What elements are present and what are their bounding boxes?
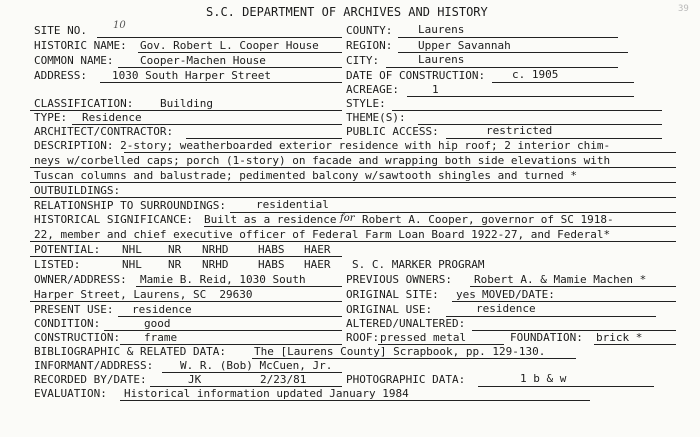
recorded-initials: JK [188, 373, 202, 386]
significance-handwritten-for: for [340, 213, 355, 224]
region-label: REGION: [346, 39, 393, 52]
significance-line-1-start: Built as a residence [204, 213, 337, 226]
address-value: 1030 South Harper Street [112, 69, 271, 82]
historic-name-underline [138, 52, 342, 53]
significance-label: HISTORICAL SIGNIFICANCE: [34, 213, 193, 226]
description-underline-3 [30, 182, 676, 183]
potential-code-nrhd: NRHD [202, 243, 229, 256]
significance-underline-2 [30, 241, 676, 242]
roof-value: pressed metal [380, 331, 467, 344]
county-label: COUNTY: [346, 24, 393, 37]
city-value: Laurens [418, 53, 465, 66]
listed-code-nrhd: NRHD [202, 258, 229, 271]
site-no-value: 10 [113, 20, 126, 31]
previous-owners-underline [470, 286, 676, 287]
previous-owners-label: PREVIOUS OWNERS: [346, 273, 452, 286]
listed-code-nr: NR [168, 258, 182, 271]
date-construction-value: c. 1905 [512, 68, 559, 81]
type-value: Residence [82, 111, 142, 124]
public-access-label: PUBLIC ACCESS: [346, 125, 439, 138]
construction-value: frame [144, 331, 178, 344]
classification-underline [30, 110, 342, 111]
present-use-value: residence [132, 303, 192, 316]
description-underline-1 [124, 152, 676, 153]
historic-name-value: Gov. Robert L. Cooper House [140, 39, 319, 52]
moved-date-label: MOVED/DATE: [482, 288, 555, 301]
significance-line-2: 22, member and chief executive officer of Federal Farm Loan Board 1922-27, and Federal* [34, 228, 611, 241]
potential-code-nhl: NHL [122, 243, 142, 256]
common-name-underline [118, 67, 342, 68]
site-no-underline [97, 37, 342, 38]
owner-line-2: Harper Street, Laurens, SC 29630 [34, 288, 253, 301]
relationship-label: RELATIONSHIP TO SURROUNDINGS: [34, 199, 227, 212]
acreage-label: ACREAGE: [346, 83, 399, 96]
photographic-underline [478, 386, 654, 387]
informant-value: W. R. (Bob) McCuen, Jr. [180, 359, 333, 372]
county-value: Laurens [418, 23, 465, 36]
acreage-value: 1 [432, 83, 439, 96]
marker-program-label: S. C. MARKER PROGRAM [352, 258, 485, 271]
city-underline [386, 67, 618, 68]
potential-code-haer: HAER [304, 243, 331, 256]
style-label: STYLE: [346, 97, 386, 110]
owner-label: OWNER/ADDRESS: [34, 273, 127, 286]
historic-name-label: HISTORIC NAME: [34, 39, 127, 52]
date-construction-label: DATE OF CONSTRUCTION: [346, 69, 486, 82]
city-label: CITY: [346, 54, 380, 67]
construction-label: CONSTRUCTION: [34, 331, 121, 344]
foundation-underline [594, 344, 676, 345]
original-site-label: ORIGINAL SITE: [346, 288, 439, 301]
original-site-value: yes [456, 288, 476, 301]
owner-line-1: Mamie B. Reid, 1030 South [140, 273, 306, 286]
date-construction-underline [492, 82, 634, 83]
common-name-value: Cooper-Machen House [140, 54, 266, 67]
owner-underline-1 [136, 286, 342, 287]
significance-line-1-end: Robert A. Cooper, governor of SC 1918- [362, 213, 614, 226]
owner-underline-2 [30, 301, 342, 302]
present-use-label: PRESENT USE: [34, 303, 114, 316]
potential-code-habs: HABS [258, 243, 285, 256]
common-name-label: COMMON NAME: [34, 54, 114, 67]
address-label: ADDRESS: [34, 69, 87, 82]
outbuildings-underline [30, 197, 676, 198]
listed-label: LISTED: [34, 258, 81, 271]
description-line-2: neys w/corbelled caps; porch (1-story) on facade and wrapping both side elevations with [34, 154, 611, 167]
relationship-value: residential [256, 198, 329, 211]
classification-label: CLASSIFICATION: [34, 97, 134, 110]
description-underline-2 [30, 167, 676, 168]
theme-label: THEME(S): [346, 111, 406, 124]
photographic-label: PHOTOGRAPHIC DATA: [346, 373, 466, 386]
classification-value: Building [160, 97, 213, 110]
condition-label: CONDITION: [34, 317, 101, 330]
original-use-value: residence [476, 302, 536, 315]
original-use-underline [446, 316, 656, 317]
description-line-1: DESCRIPTION: 2-story; weatherboarded exterior residence with hip roof; 2 interior chim- [34, 139, 611, 152]
evaluation-label: EVALUATION: [34, 387, 107, 400]
listed-code-haer: HAER [304, 258, 331, 271]
address-underline [100, 82, 342, 83]
region-value: Upper Savannah [418, 39, 511, 52]
roof-label: ROOF: [346, 331, 380, 344]
previous-owners-value: Robert A. & Mamie Machen * [474, 273, 647, 286]
county-underline [398, 37, 618, 38]
original-use-label: ORIGINAL USE: [346, 303, 433, 316]
condition-underline [104, 330, 342, 331]
form-title: S.C. DEPARTMENT OF ARCHIVES AND HISTORY [206, 5, 488, 19]
listed-code-nhl: NHL [122, 258, 142, 271]
evaluation-value: Historical information updated January 1984 [124, 387, 409, 400]
altered-label: ALTERED/UNALTERED: [346, 317, 466, 330]
significance-underline-1 [204, 226, 676, 227]
bibliographic-value: The [Laurens County] Scrapbook, pp. 129-130. [254, 345, 546, 358]
acreage-underline [407, 96, 634, 97]
listed-code-habs: HABS [258, 258, 285, 271]
photographic-value: 1 b & w [520, 372, 567, 385]
recorded-label: RECORDED BY/DATE: [34, 373, 147, 386]
informant-label: INFORMANT/ADDRESS: [34, 359, 154, 372]
foundation-value: brick * [596, 331, 643, 344]
recorded-date: 2/23/81 [260, 373, 307, 386]
evaluation-underline [120, 400, 590, 401]
potential-label: POTENTIAL: [34, 243, 101, 256]
outbuildings-label: OUTBUILDINGS: [34, 184, 121, 197]
bibliographic-label: BIBLIOGRAPHIC & RELATED DATA: [34, 345, 227, 358]
type-label: TYPE: [34, 111, 68, 124]
description-line-3: Tuscan columns and balustrade; pedimented balcony w/sawtooth shingles and turned * [34, 169, 578, 182]
potential-underline [30, 256, 342, 257]
style-underline [392, 110, 662, 111]
potential-code-nr: NR [168, 243, 182, 256]
site-no-label: SITE NO. [34, 24, 87, 37]
foundation-label: FOUNDATION: [510, 331, 583, 344]
page-number: 39 [678, 4, 689, 14]
architect-label: ARCHITECT/CONTRACTOR: [34, 125, 174, 138]
condition-value: good [144, 317, 171, 330]
public-access-value: restricted [486, 124, 553, 137]
